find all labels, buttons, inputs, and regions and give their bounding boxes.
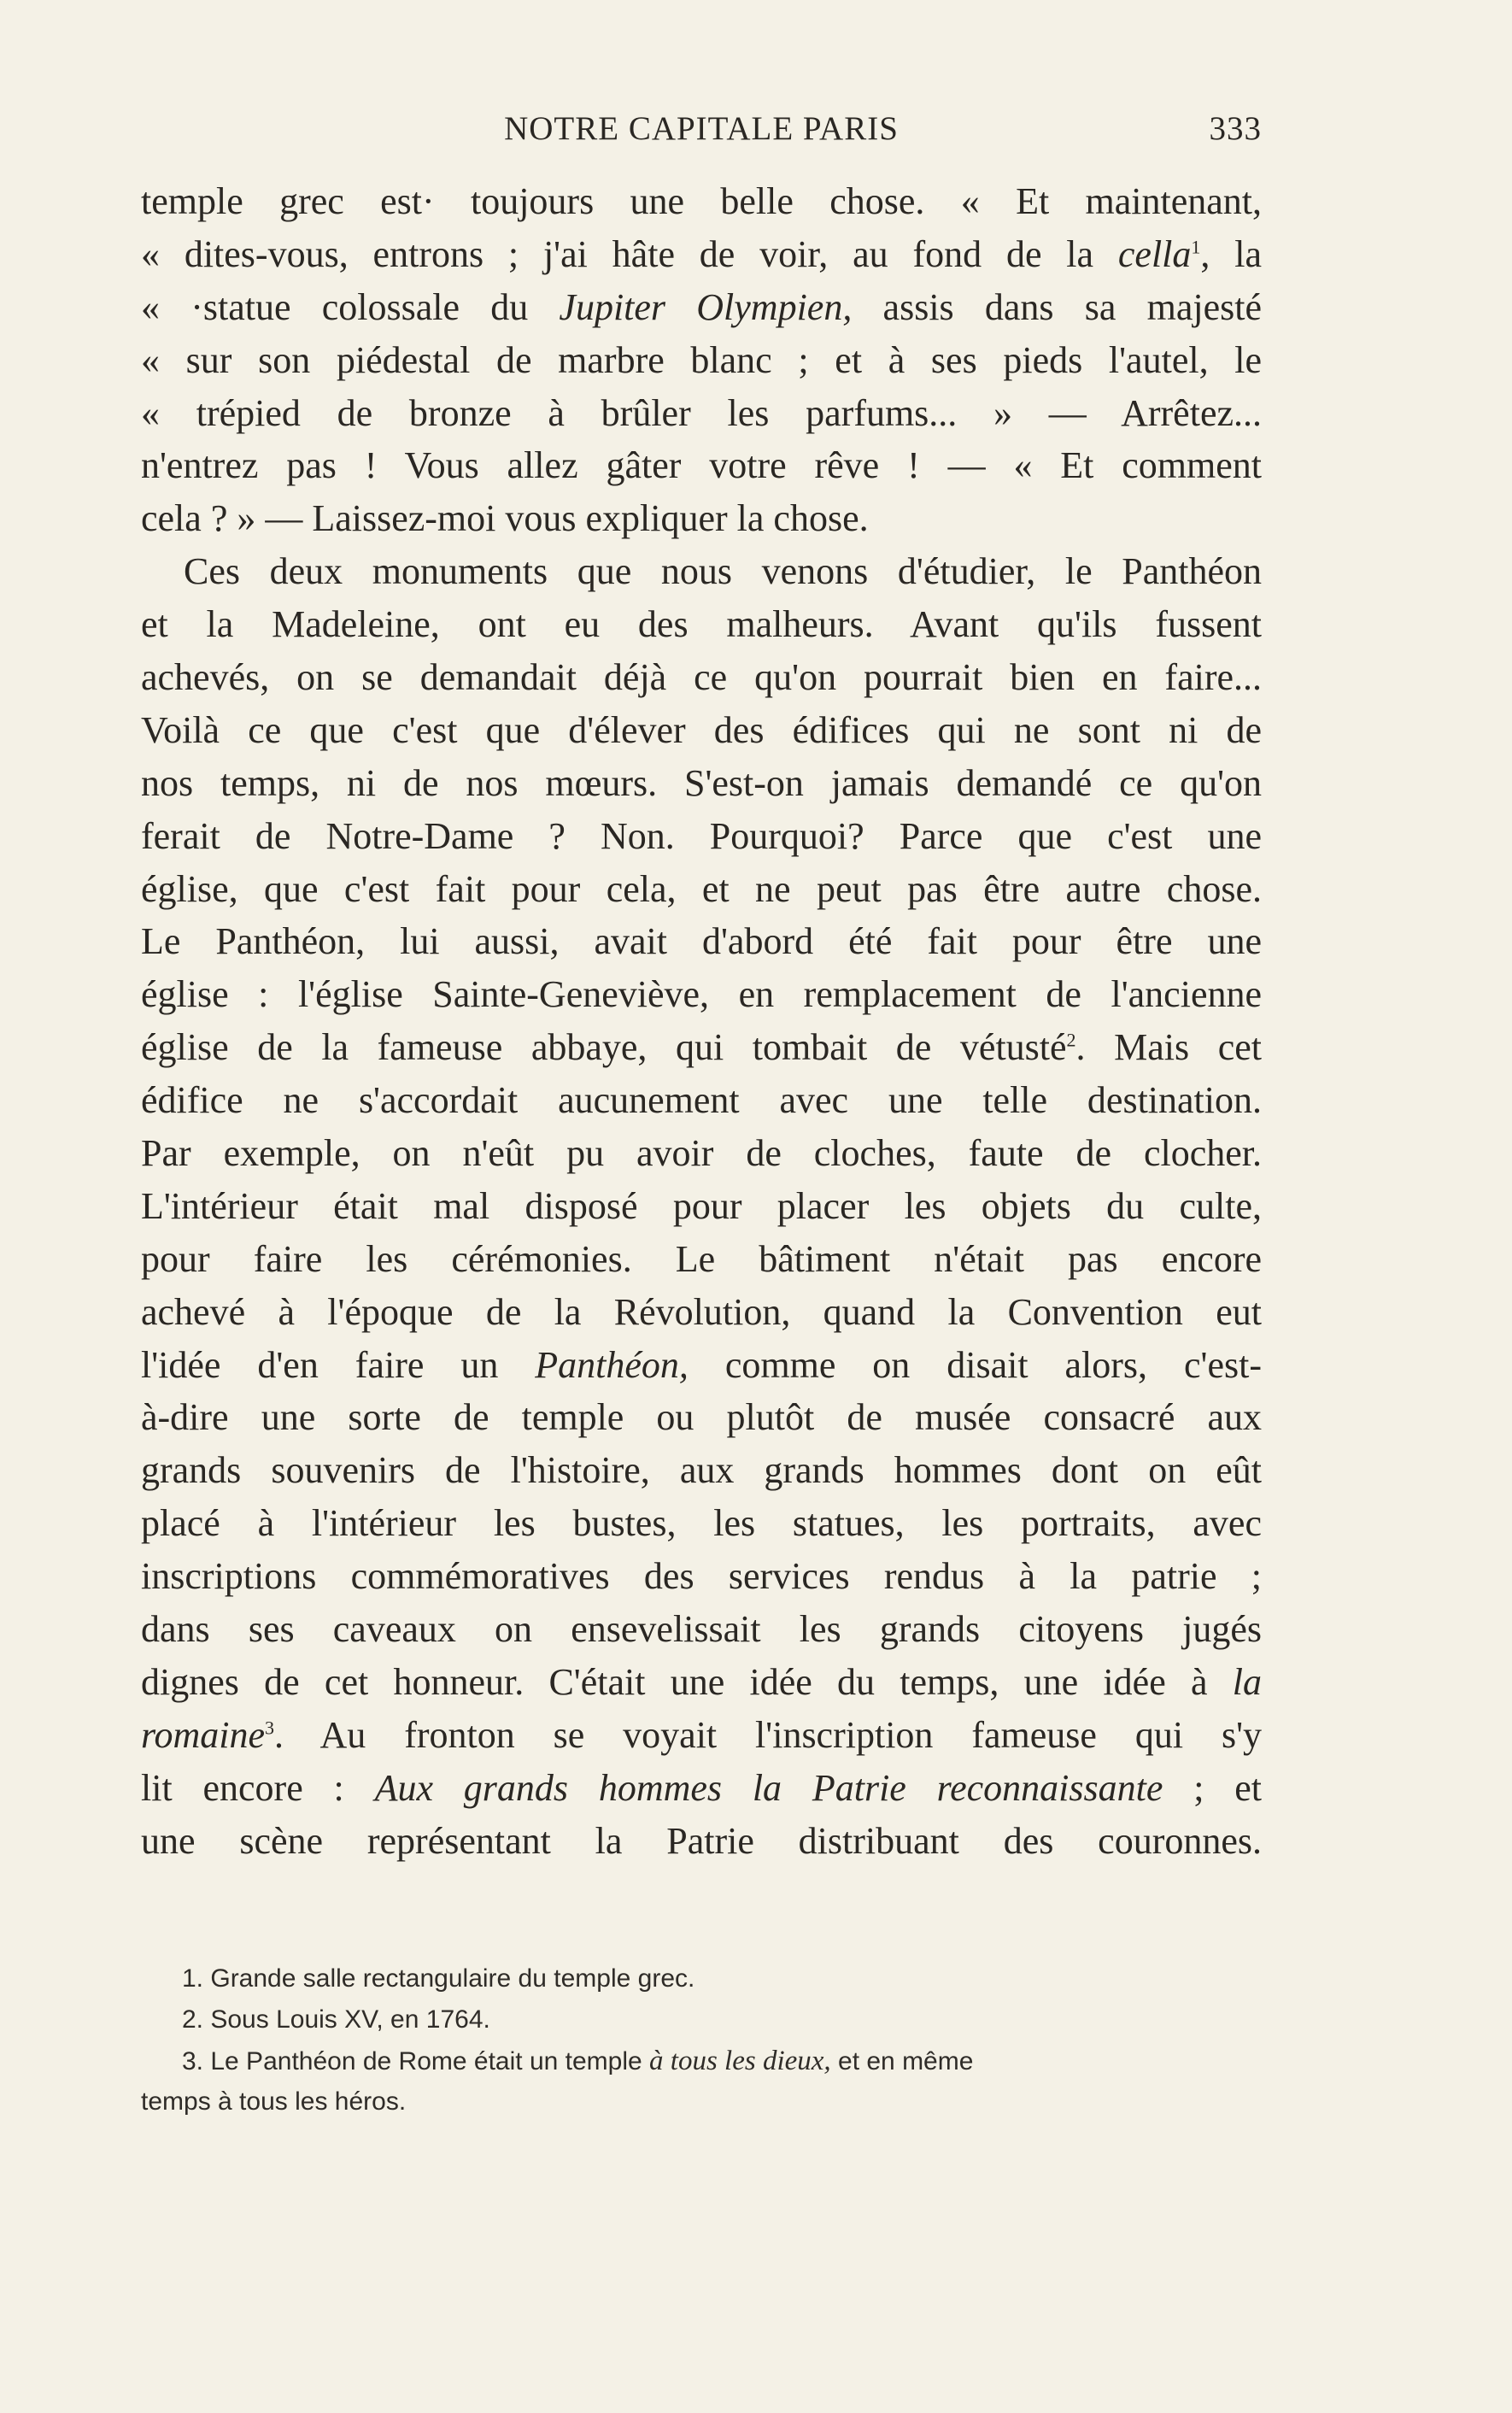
text-line: dans ses caveaux on ensevelissait les grands citoyens jugés <box>141 1608 1262 1651</box>
text-line: achevés, on se demandait déjà ce qu'on pourrait bien en faire... <box>141 656 1262 699</box>
text-line: placé à l'intérieur les bustes, les statues, les portraits, avec <box>141 1502 1262 1545</box>
text-line: romaine$^3$. Au fronton se voyait l'inscription fameuse qui s'y <box>141 1713 1262 1756</box>
text-line: n'entrez pas ! Vous allez gâter votre rêve ! — « Et comment <box>141 444 1262 487</box>
text-line: Par exemple, on n'eût pu avoir de cloches, faute de clocher. <box>141 1132 1262 1175</box>
text-line: Voilà ce que c'est que d'élever des édifices qui ne sont ni de <box>141 708 1262 751</box>
paragraph-start-line: Ces deux monuments que nous venons d'étudier, le Panthéon <box>184 550 1262 593</box>
text-line: lit encore : Aux grands hommes la Patrie reconnaissante ; et <box>141 1766 1263 1809</box>
body-text <box>141 175 1262 1868</box>
text-line: pour faire les cérémonies. Le bâtiment n'était pas encore <box>141 1237 1262 1280</box>
footnote-2: 2. Sous Louis XV, en 1764. <box>182 2005 490 2034</box>
text-line: nos temps, ni de nos mœurs. S'est-on jamais demandé ce qu'on <box>141 761 1262 804</box>
running-title: NOTRE CAPITALE PARIS <box>504 110 899 147</box>
footnote-3: 3. Le Panthéon de Rome était un temple à tous les dieux, et en même <box>182 2046 974 2076</box>
text-line: et la Madeleine, ont eu des malheurs. Avant qu'ils fussent <box>141 603 1262 646</box>
text-line: « dites-vous, entrons ; j'ai hâte de voir, au fond de la cella$^1$, la <box>141 232 1262 275</box>
text-line: cela ? » — Laissez-moi vous expliquer la chose. <box>141 497 869 540</box>
text-line: achevé à l'époque de la Révolution, quand la Convention eut <box>141 1290 1262 1333</box>
text-line: église, que c'est fait pour cela, et ne peut pas être autre chose. <box>141 867 1262 910</box>
footnote-ref-2: 2 <box>1066 1029 1076 1051</box>
text-line: une scène représentant la Patrie distribuant des couronnes. <box>141 1819 1262 1862</box>
footnote-ref-1: 1 <box>1191 236 1201 258</box>
text-line: inscriptions commémoratives des services rendus à la patrie ; <box>141 1555 1262 1598</box>
text-line: temple grec est· toujours une belle chose. « Et maintenant, <box>141 180 1262 222</box>
footnote-1: 1. Grande salle rectangulaire du temple grec. <box>182 1964 695 1993</box>
text-line: « ·statue colossale du Jupiter Olympien, assis dans sa majesté <box>141 285 1262 328</box>
footnotes <box>141 1958 1262 2122</box>
text-line: « sur son piédestal de marbre blanc ; et à ses pieds l'autel, le <box>141 338 1262 381</box>
page-number: 333 <box>1209 110 1262 147</box>
text-line: ferait de Notre-Dame ? Non. Pourquoi? Parce que c'est une <box>141 814 1262 857</box>
text-line: à-dire une sorte de temple ou plutôt de musée consacré aux <box>141 1396 1262 1439</box>
text-line: église : l'église Sainte-Geneviève, en remplacement de l'ancienne <box>141 973 1262 1016</box>
text-line: Le Panthéon, lui aussi, avait d'abord été fait pour être une <box>141 920 1262 963</box>
text-line: édifice ne s'accordait aucunement avec une telle destination. <box>141 1079 1262 1122</box>
running-head <box>141 109 1262 152</box>
text-line: dignes de cet honneur. C'était une idée du temps, une idée à la <box>141 1660 1262 1703</box>
text-line: église de la fameuse abbaye, qui tombait de vétusté$^2$. Mais cet <box>141 1026 1262 1069</box>
text-line: L'intérieur était mal disposé pour placer les objets du culte, <box>141 1184 1262 1227</box>
text-line: « trépied de bronze à brûler les parfums... » — Arrêtez... <box>141 391 1262 434</box>
text-line: l'idée d'en faire un Panthéon, comme on disait alors, c'est- <box>141 1343 1262 1386</box>
footnote-3-continuation: temps à tous les héros. <box>141 2087 407 2116</box>
footnote-ref-3: 3 <box>265 1717 275 1739</box>
text-line: grands souvenirs de l'histoire, aux grands hommes dont on eût <box>141 1449 1262 1492</box>
